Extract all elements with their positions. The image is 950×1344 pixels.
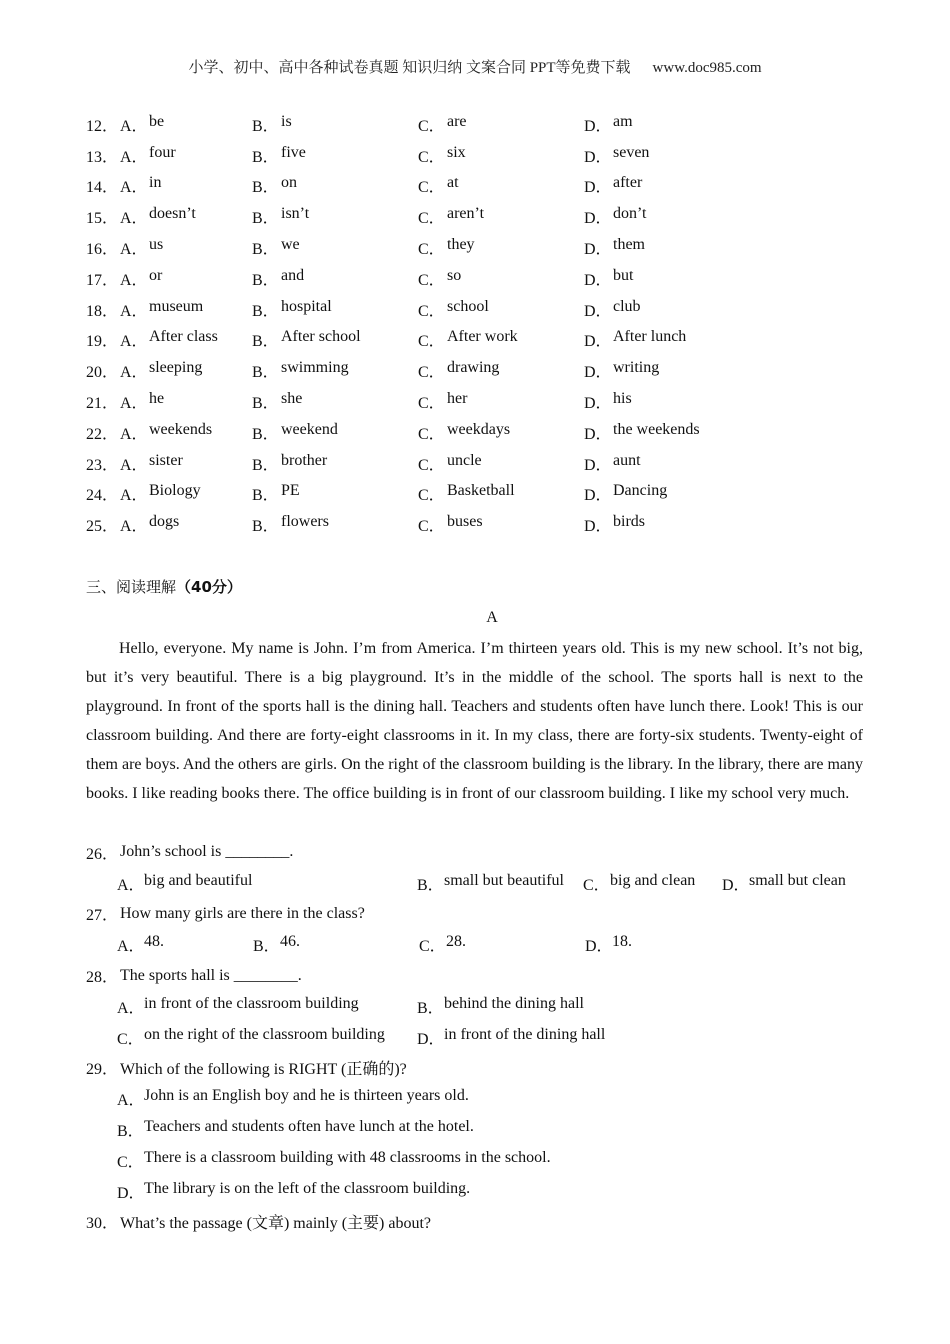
option-d: D． them (584, 236, 645, 259)
answer-row (86, 1145, 886, 1176)
option-a: A． Biology (120, 482, 201, 505)
option-d: D． aunt (584, 451, 641, 474)
cloze-option-row (86, 263, 886, 294)
cloze-option-row (86, 479, 886, 510)
option-c: C． on the right of the classroom building (117, 1025, 385, 1048)
section-points: （40分） (176, 578, 242, 596)
option-b: B． isn’t (252, 205, 310, 228)
option-a: A． big and beautiful (117, 871, 253, 894)
question-stem: John’s school is ________. (120, 843, 294, 861)
question-27 (86, 899, 886, 930)
section-title-text: 三、阅读理解 (86, 578, 177, 596)
option-d: D． After lunch (584, 328, 687, 351)
question-number: 18． (86, 302, 119, 320)
option-a: A． or (120, 266, 163, 289)
answer-row (86, 1114, 886, 1145)
question-number: 28． (86, 969, 119, 987)
option-a: A． 48. (117, 933, 164, 956)
option-d: D． small but clean (722, 871, 846, 894)
question-number: 14． (86, 179, 119, 197)
option-b: B． weekend (252, 420, 338, 443)
question-number: 26． (86, 845, 119, 863)
cloze-options-table (86, 109, 886, 540)
question-number: 25． (86, 518, 119, 536)
question-number: 24． (86, 487, 119, 505)
question-29 (86, 1053, 886, 1084)
option-c: C． six (418, 143, 466, 166)
option-d: D． but (584, 266, 634, 289)
option-b: B． is (252, 112, 292, 135)
question-number: 15． (86, 210, 119, 228)
option-a: A． four (120, 143, 176, 166)
option-a: A． doesn’t (120, 205, 196, 228)
answer-row (86, 1176, 886, 1207)
question-number: 30． (86, 1215, 119, 1233)
option-c: C． uncle (418, 451, 482, 474)
option-b: B． hospital (252, 297, 332, 320)
option-b: B． brother (252, 451, 328, 474)
option-d: D． the weekends (584, 420, 700, 443)
option-d: D． Dancing (584, 482, 668, 505)
question-number: 23． (86, 456, 119, 474)
question-number: 17． (86, 271, 119, 289)
option-a: A． us (120, 236, 164, 259)
option-b: B． on (252, 174, 297, 197)
answer-row (86, 991, 886, 1022)
option-c: C． so (418, 266, 462, 289)
question-stem: How many girls are there in the class? (120, 904, 365, 922)
option-c: C． her (418, 390, 468, 413)
cloze-option-row (86, 355, 886, 386)
option-b: B． Teachers and students often have lunch at the hotel. (117, 1118, 474, 1141)
question-number: 20． (86, 364, 119, 382)
option-a: A． After class (120, 328, 218, 351)
option-b: B． and (252, 266, 305, 289)
question-stem: The sports hall is ________. (120, 966, 302, 984)
answer-row (86, 1022, 886, 1053)
header-site: www.doc985.com (652, 60, 762, 76)
option-b: B． she (252, 390, 303, 413)
option-c: C． aren’t (418, 205, 485, 228)
option-b: B． swimming (252, 359, 349, 382)
question-number: 22． (86, 425, 119, 443)
option-d: D． don’t (584, 205, 647, 228)
reading-questions (86, 837, 886, 1237)
cloze-option-row (86, 294, 886, 325)
option-d: D． birds (584, 513, 645, 536)
option-b: B． flowers (252, 513, 329, 536)
question-stem: What’s the passage (文章) mainly (主要) about? (120, 1215, 432, 1233)
question-30 (86, 1207, 886, 1238)
question-26 (86, 837, 886, 868)
option-b: B． PE (252, 482, 300, 505)
option-a: A． in front of the classroom building (117, 994, 359, 1017)
option-a: A． dogs (120, 513, 180, 536)
option-a: A． sleeping (120, 359, 203, 382)
option-b: B． we (252, 236, 300, 259)
question-number: 19． (86, 333, 119, 351)
option-d: D． writing (584, 359, 660, 382)
cloze-option-row (86, 201, 886, 232)
cloze-option-row (86, 509, 886, 540)
option-c: C． at (418, 174, 459, 197)
answer-row (86, 929, 886, 960)
option-b: B． After school (252, 328, 361, 351)
question-28 (86, 960, 886, 991)
cloze-option-row (86, 386, 886, 417)
section-title (86, 576, 242, 597)
answer-row (86, 868, 886, 899)
option-b: B． five (252, 143, 306, 166)
option-c: C． school (418, 297, 489, 320)
header-text: 小学、初中、高中各种试卷真题 知识归纳 文案合同 PPT等免费下载 (188, 60, 631, 76)
page-header (0, 56, 950, 77)
option-b: B． small but beautiful (417, 871, 564, 894)
option-c: C． weekdays (418, 420, 511, 443)
option-d: D． The library is on the left of the classroom building. (117, 1179, 471, 1202)
option-c: C． Basketball (418, 482, 515, 505)
option-a: A． he (120, 390, 165, 413)
option-d: D． his (584, 390, 632, 413)
option-b: B． 46. (253, 933, 300, 956)
option-d: D． seven (584, 143, 650, 166)
answer-row (86, 1083, 886, 1114)
option-d: D． am (584, 112, 633, 135)
option-c: C． After work (418, 328, 518, 351)
option-d: D． in front of the dining hall (417, 1025, 606, 1048)
option-c: C． are (418, 112, 467, 135)
option-d: D． 18. (585, 933, 632, 956)
option-c: C． 28. (419, 933, 466, 956)
option-a: A． sister (120, 451, 183, 474)
question-number: 29． (86, 1061, 119, 1079)
option-c: C． There is a classroom building with 48 classrooms in the school. (117, 1148, 551, 1171)
cloze-option-row (86, 417, 886, 448)
option-b: B． behind the dining hall (417, 994, 584, 1017)
option-d: D． after (584, 174, 643, 197)
question-number: 12． (86, 117, 119, 135)
option-a: A． in (120, 174, 162, 197)
cloze-option-row (86, 140, 886, 171)
cloze-option-row (86, 325, 886, 356)
question-number: 16． (86, 241, 119, 259)
option-d: D． club (584, 297, 641, 320)
option-c: C． buses (418, 513, 483, 536)
option-a: A． weekends (120, 420, 213, 443)
cloze-option-row (86, 232, 886, 263)
option-a: A． museum (120, 297, 204, 320)
option-a: A． John is an English boy and he is thirteen years old. (117, 1087, 469, 1110)
question-stem: Which of the following is RIGHT (正确的)? (120, 1061, 407, 1079)
question-number: 21． (86, 395, 119, 413)
cloze-option-row (86, 109, 886, 140)
passage-label: A (486, 609, 498, 626)
reading-passage: Hello, everyone. My name is John. I’m from America. I’m thirteen years old. This is my new school. It’s not big, but it’s very beautiful. There is a big playground. It’s in the middle of the school. The sports hall is next to the playground. In front of the sports hall is the dining hall. Teachers and students often have lunch there. Look! This is our classroom building. And there are forty-eight classrooms in it. In my class, there are forty-six students. Twenty-eight of them are boys. And the others are girls. On the right of the classroom building is the library. In the library, there are many books. I like reading books there. The office building is in front of our classroom building. I like my school very much. (86, 640, 863, 802)
option-a: A． be (120, 112, 165, 135)
option-c: C． drawing (418, 359, 500, 382)
question-number: 13． (86, 148, 119, 166)
question-number: 27． (86, 907, 119, 925)
option-c: C． they (418, 236, 475, 259)
cloze-option-row (86, 448, 886, 479)
cloze-option-row (86, 171, 886, 202)
option-c: C． big and clean (583, 871, 696, 894)
